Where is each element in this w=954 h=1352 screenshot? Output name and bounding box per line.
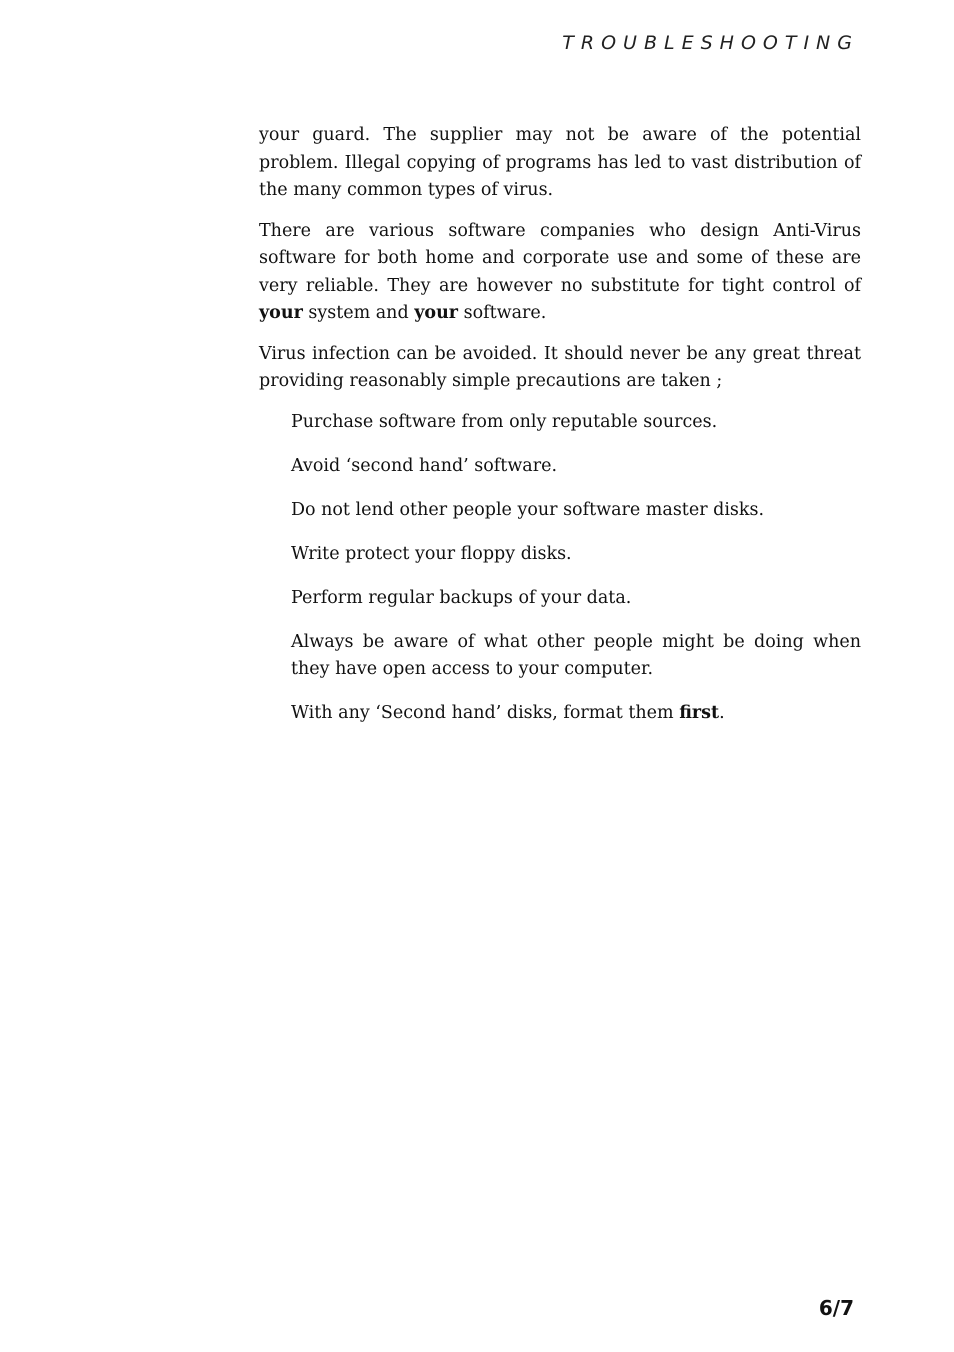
- last-item-end: .: [719, 703, 725, 723]
- paragraph-2-text-b: system and: [302, 303, 415, 323]
- page-number: 6/7: [818, 1296, 854, 1320]
- paragraph-2-text-a: There are various software companies who design Anti-Virus software for both home and corporate use and some of these are very reliable. They are however no substitute for tight control of: [259, 220, 861, 296]
- paragraph-2: [259, 218, 861, 328]
- paragraph-2-text-c: software.: [458, 303, 547, 323]
- last-item-bold: first: [679, 703, 720, 723]
- paragraph-2-bold-a: your: [259, 303, 303, 323]
- list-item: Perform regular backups of your data.: [291, 587, 632, 608]
- list-item: Purchase software from only reputable sources.: [291, 411, 718, 432]
- last-item-text: With any ‘Second hand’ disks, format them: [291, 703, 680, 723]
- list-item: Write protect your floppy disks.: [291, 543, 572, 564]
- paragraph-3: Virus infection can be avoided. It should never be any great threat providing reasonably simple precautions are taken ;: [259, 343, 861, 391]
- list-item-last: [291, 700, 861, 728]
- body-text: [259, 122, 861, 744]
- paragraph-2-bold-b: your: [414, 303, 459, 323]
- list-item: Do not lend other people your software master disks.: [291, 499, 765, 520]
- list-item: Avoid ‘second hand’ software.: [291, 455, 558, 476]
- paragraph-1: your guard. The supplier may not be aware of the potential problem. Illegal copying of programs has led to vast distribution of the many common types of virus.: [259, 125, 861, 200]
- list-item: Always be aware of what other people might be doing when they have open access to your computer.: [291, 631, 861, 679]
- precautions-list: [259, 409, 861, 728]
- running-head: TROUBLESHOOTING: [562, 32, 859, 54]
